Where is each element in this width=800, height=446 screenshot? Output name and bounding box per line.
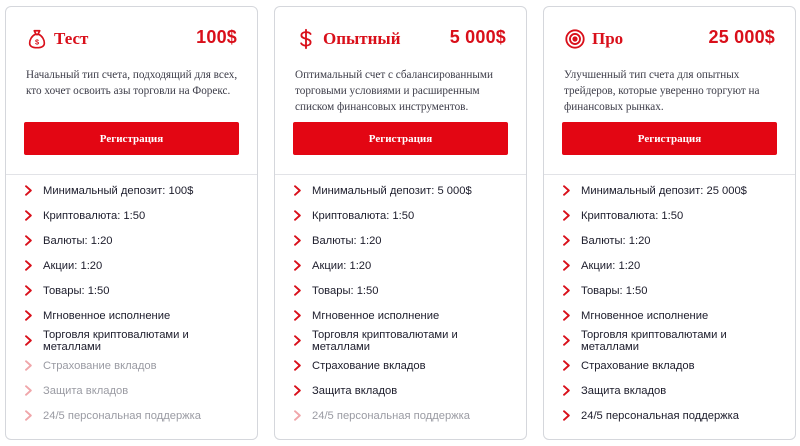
feature-label: Страхование вкладов <box>43 359 157 372</box>
plan-card-experienced <box>274 6 527 440</box>
feature-label: Акции: 1:20 <box>312 259 372 272</box>
chevron-right-icon <box>24 385 33 396</box>
chevron-right-icon <box>24 285 33 296</box>
feature-label: Товары: 1:50 <box>312 284 379 297</box>
chevron-right-icon <box>293 310 302 321</box>
feature-item <box>24 328 249 353</box>
feature-item <box>24 228 249 253</box>
chevron-right-icon <box>562 210 571 221</box>
feature-item <box>293 353 518 378</box>
feature-label: Криптовалюта: 1:50 <box>312 209 415 222</box>
feature-label: Криптовалюта: 1:50 <box>43 209 146 222</box>
chevron-right-icon <box>24 235 33 246</box>
svg-text:$: $ <box>34 37 40 47</box>
chevron-right-icon <box>562 235 571 246</box>
feature-label: Мгновенное исполнение <box>43 309 171 322</box>
feature-label: Акции: 1:20 <box>43 259 103 272</box>
chevron-right-icon <box>562 410 571 421</box>
feature-item <box>562 403 787 428</box>
plan-card-pro <box>543 6 796 440</box>
feature-label: Торговля криптовалютами и металлами <box>312 328 458 353</box>
feature-item <box>562 278 787 303</box>
feature-item <box>293 328 518 353</box>
chevron-right-icon <box>562 285 571 296</box>
chevron-right-icon <box>24 260 33 271</box>
dollar-icon <box>295 28 317 50</box>
chevron-right-icon <box>562 310 571 321</box>
plan-description: Улучшенный тип счета для опытных трейдеров, которые уверенно торгуют на финансовых рынках. <box>564 69 760 113</box>
feature-label: Минимальный депозит: 100$ <box>43 184 194 197</box>
feature-item <box>562 253 787 278</box>
feature-item <box>293 403 518 428</box>
feature-item <box>293 178 518 203</box>
feature-item <box>293 378 518 403</box>
feature-list <box>24 178 249 428</box>
feature-item <box>562 228 787 253</box>
divider <box>6 174 257 175</box>
plan-price: 25 000$ <box>708 27 775 47</box>
register-button[interactable]: Регистрация <box>293 122 508 155</box>
chevron-right-icon <box>24 410 33 421</box>
chevron-right-icon <box>293 410 302 421</box>
feature-label: Товары: 1:50 <box>43 284 110 297</box>
feature-item <box>293 253 518 278</box>
money-bag-icon <box>26 28 48 50</box>
chevron-right-icon <box>24 210 33 221</box>
feature-label: Валюты: 1:20 <box>312 234 382 247</box>
plan-description: Оптимальный счет с сбалансированными торговыми условиями и расширенным списком финансовых инструментов. <box>295 69 493 113</box>
plan-name: Опытный <box>323 29 401 48</box>
feature-label: 24/5 персональная поддержка <box>312 409 471 422</box>
feature-item <box>24 303 249 328</box>
feature-item <box>562 353 787 378</box>
feature-label: Товары: 1:50 <box>581 284 648 297</box>
chevron-right-icon <box>24 185 33 196</box>
plan-header <box>26 27 237 53</box>
plan-name: Тест <box>54 29 89 48</box>
feature-label: Валюты: 1:20 <box>581 234 651 247</box>
plan-price: 5 000$ <box>449 27 506 47</box>
feature-label: Защита вкладов <box>312 384 398 397</box>
feature-label: Минимальный депозит: 25 000$ <box>581 184 747 197</box>
chevron-right-icon <box>562 185 571 196</box>
chevron-right-icon <box>562 335 571 346</box>
feature-item <box>24 178 249 203</box>
chevron-right-icon <box>293 235 302 246</box>
feature-label: Защита вкладов <box>581 384 667 397</box>
feature-item <box>293 228 518 253</box>
register-button[interactable]: Регистрация <box>562 122 777 155</box>
chevron-right-icon <box>293 385 302 396</box>
chevron-right-icon <box>293 335 302 346</box>
plan-header <box>295 27 506 53</box>
feature-item <box>562 203 787 228</box>
chevron-right-icon <box>24 335 33 346</box>
feature-item <box>293 278 518 303</box>
feature-item <box>24 203 249 228</box>
chevron-right-icon <box>24 310 33 321</box>
feature-label: Акции: 1:20 <box>581 259 641 272</box>
chevron-right-icon <box>293 185 302 196</box>
feature-label: Криптовалюта: 1:50 <box>581 209 684 222</box>
feature-label: 24/5 персональная поддержка <box>581 409 740 422</box>
feature-item <box>293 303 518 328</box>
register-button[interactable]: Регистрация <box>24 122 239 155</box>
feature-label: Валюты: 1:20 <box>43 234 113 247</box>
feature-list <box>562 178 787 428</box>
feature-item <box>562 328 787 353</box>
feature-item <box>293 203 518 228</box>
feature-item <box>562 303 787 328</box>
feature-label: Страхование вкладов <box>581 359 695 372</box>
chevron-right-icon <box>293 210 302 221</box>
plan-card-test <box>5 6 258 440</box>
chevron-right-icon <box>24 360 33 371</box>
chevron-right-icon <box>562 360 571 371</box>
chevron-right-icon <box>293 285 302 296</box>
plan-description: Начальный тип счета, подходящий для всех, кто хочет освоить азы торговли на Форекс. <box>26 69 238 97</box>
feature-item <box>24 378 249 403</box>
feature-item <box>24 253 249 278</box>
chevron-right-icon <box>562 385 571 396</box>
feature-list <box>293 178 518 428</box>
chevron-right-icon <box>293 360 302 371</box>
feature-label: Защита вкладов <box>43 384 129 397</box>
plan-header <box>564 27 775 53</box>
feature-label: Торговля криптовалютами и металлами <box>581 328 727 353</box>
feature-item <box>24 403 249 428</box>
feature-item <box>562 378 787 403</box>
feature-item <box>24 278 249 303</box>
plan-price: 100$ <box>196 27 237 47</box>
target-icon <box>564 28 586 50</box>
feature-label: Минимальный депозит: 5 000$ <box>312 184 472 197</box>
chevron-right-icon <box>562 260 571 271</box>
feature-label: Торговля криптовалютами и металлами <box>43 328 189 353</box>
feature-label: 24/5 персональная поддержка <box>43 409 202 422</box>
feature-label: Мгновенное исполнение <box>581 309 709 322</box>
divider <box>275 174 526 175</box>
feature-label: Страхование вкладов <box>312 359 426 372</box>
chevron-right-icon <box>293 260 302 271</box>
feature-item <box>24 353 249 378</box>
feature-label: Мгновенное исполнение <box>312 309 440 322</box>
feature-item <box>562 178 787 203</box>
plan-name: Про <box>592 29 624 48</box>
divider <box>544 174 795 175</box>
